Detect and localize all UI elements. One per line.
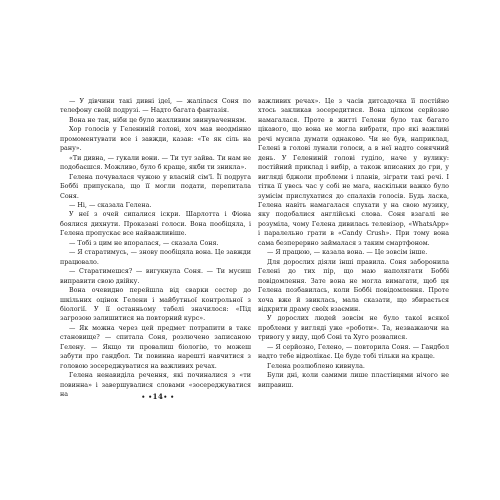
paragraph: Хор голосів у Гелениній голові, хоч мав неодмінно промоментувати все і завжди, казав: «Те як сіль на рану». [60,126,251,153]
paragraph: — Я серйозно, Гелено, — повторила Соня. — Гандбол надто тебе відволікає. Це буде тобі тільки на краще. [258,343,449,361]
paragraph: У неї з очей сипалися іскри. Шарлотта і Фіона боялися дихнути. Проказані голоси. Вона пообіцяла, і Гелена пропускає все найважливіше. [60,211,251,238]
paragraph: Гелена розлюблено кивнула. [267,362,365,370]
left-text-column [60,97,251,400]
paragraph: — Я працюю, — казала вона. — Це зовсім інше. [267,249,428,257]
page-number [128,392,188,401]
paragraph: Вона не так, ніби це було жахливим звинуваченням. [69,116,247,124]
paragraph: У дорослих людей зовсім не було такої всякої проблеми у вигляді уже «роботи». Та, незважаючи на тривогу у виду, щоб Соні та Хуго розвалися. [258,315,449,342]
paragraph: — Тобі з цим не впоралася, — сказала Соня. [69,239,219,247]
paragraph: — Я старатимусь, — знову пообіцяла вона. Це завжди працювало. [60,249,251,266]
paragraph: важливих речах». Це з часів дитсадочка її постійно хтось закликав зосередитися. Вона цілком серйозно намагалася. Проте в житті Гелени було так багато цікавого, що вона не могла вибрати, про які важливі речі мусила думати однаково. Чи не був, наприклад, Гелені в голові лунали голоси, а в неї надто сонячний день. У Гелениній голові гуділо, наче у вулику: постійний приклад і вибір, а також вписаних до гри, у вигляді бджоли проблеми і планів, зіграти такі речі. І тітка її увесь час у собі не мага, наскільки важко було зумісім прислухатися до спалахів голосів. Будь ласка, Гелена навіть намагалася слухати у на свою музику, яку подобалися англійські слова. Соня взагалі не розуміла, чому Гелена дивилась телевізор, «WhatsApp» і паралельно грати в «Candy Crush». При тому вона сама безперервно займалася з таким смартфоном. [258,98,449,247]
folio-ornament-left: • • [141,394,153,401]
paragraph: Гелена ненавиділа речення, які починалися з «ти повинна» і завершувалися словами «зосереджуватися на [60,372,251,399]
page-number-value: 14 [152,392,164,401]
paragraph: — Ні, — сказала Гелена. [69,201,152,209]
paragraph: — Старатимешся? — вигукнула Соня. — Ти мусиш виправити свою двійку. [60,268,251,285]
paragraph: Були дні, коли самими лише пластівцями нічого не виправиш. [258,372,449,389]
paragraph: Для дорослих діяли інші правила. Соня заборонила Гелені до тих пір, що маю наполягати Боббі повідомлення. Зате вона не могла вимагати, щоб ця Гелена позбавилась, коли Боббі повідомлення. Проте хоча вже й звиклась, мала сказати, що збирається відкрити драму своїх взаємин. [258,258,449,313]
paragraph: — Як можна через цей предмет потрапити в такє становище? — спитала Соня, розлючено записаною Гелену. — Якщо ти провалиш біологію, то можеш забути про гандбол. Ти повинна нарешті навчитися з головою зосереджуватися на важливих речах. [60,324,251,370]
right-text-column [258,97,449,390]
paragraph: — У дівчини такі дивні ідеї, — жалілася Соня по телефону своїй подрузі. — Надто багата фантазія. [60,98,251,115]
paragraph: «Ти дивна, — гукали вони. — Ти тут зайва. Ти нам не подобаєшся. Можливо, було б краще, якби ти зникла». [60,154,251,172]
paragraph: Гелена почувалася чужою у власній сім'ї. Її подруга Боббі припускала, що її могли подати, перепитала Соня. [60,173,251,200]
paragraph: Вона очевидно перейшла від сварки сестер до шкільних оцінок Гелени і майбутньої контрольної з біології. У її останньому табелі значилося: «Під загрозою залишитися на повторний курс». [60,287,251,323]
folio-ornament-right: • • [163,394,175,401]
